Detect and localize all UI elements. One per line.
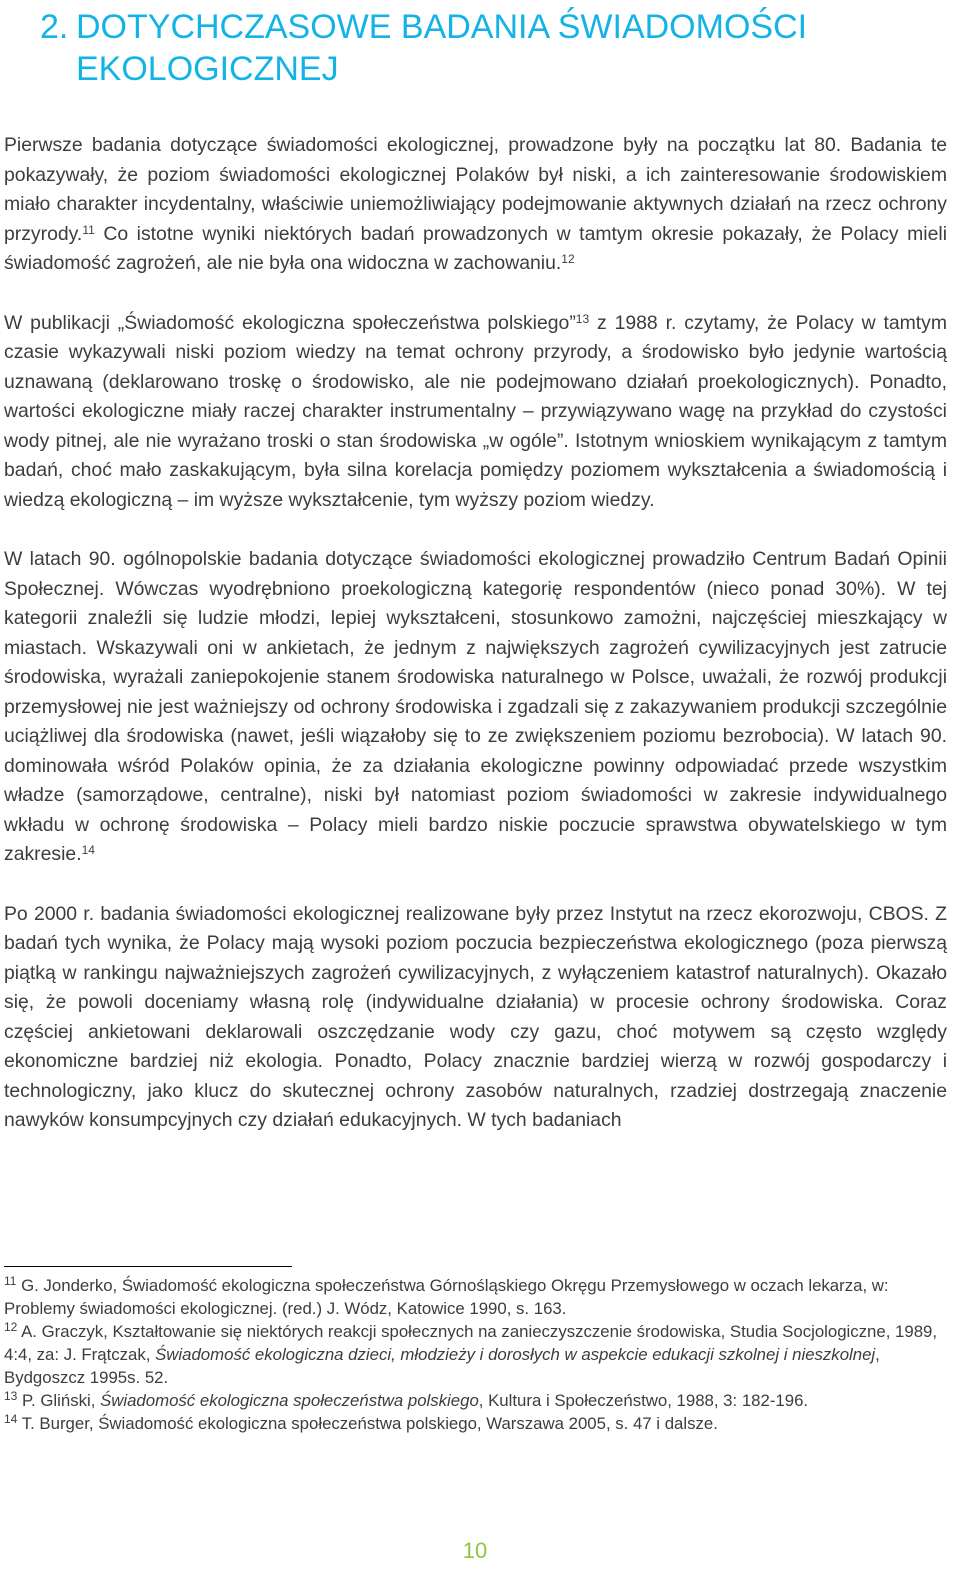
footnote-text: P. Gliński,: [17, 1391, 101, 1410]
footnote-mark: 13: [4, 1389, 18, 1403]
footnote-ref[interactable]: 12: [561, 252, 575, 266]
section-number: 2.: [40, 8, 69, 46]
footnote-mark: 14: [4, 1412, 18, 1426]
paragraph-3: [4, 545, 947, 870]
section-heading: [40, 6, 920, 90]
footnote-13: [4, 1389, 939, 1412]
paragraph-4: [4, 900, 947, 1136]
footnote-ref[interactable]: 13: [575, 311, 590, 326]
footnote-text: , Bydgoszcz 1995s. 52.: [4, 1345, 880, 1387]
paragraph-text: Pierwsze badania dotyczące świadomości ekologicznej, prowadzone były na początku lat 80. Badania te pokazywały, że poziom świadomości ekologicznej Polaków był niski, a ich zainteresowanie środowiskiem miało charakter incydentalny, właściwie uniemożliwiający podejmowanie aktywnych działań na rzecz ochrony przyrody.: [4, 134, 947, 245]
paragraph-text: W publikacji „Świadomość ekologiczna społeczeństwa polskiego”: [4, 311, 576, 334]
page-number: 10: [462, 1538, 488, 1563]
footnote-separator: [4, 1266, 292, 1267]
footnote-ref[interactable]: 11: [82, 222, 95, 237]
footnote-mark: 12: [4, 1320, 18, 1334]
footnote-12: [4, 1320, 939, 1389]
footnote-ref[interactable]: 14: [81, 843, 95, 857]
footnotes: [4, 1274, 939, 1435]
paragraph-text: Co istotne wyniki niektórych badań prowadzonych w tamtym okresie pokazały, że Polacy mieli świadomość zagrożeń, ale nie była ona widoczna w zachowaniu.: [4, 222, 947, 274]
paragraph-text: W latach 90. ogólnopolskie badania dotyczące świadomości ekologicznej prowadziło Centrum Badań Opinii Społecznej. Wówczas wyodrębniono proekologiczną kategorię respondentów (nieco ponad 30%). W tej kategorii znaleźli się ludzie młodzi, lepiej wykształceni, stosunkowo zamożni, najczęściej mieszkający w miastach. Wskazywali oni w ankietach, że jednym z największych zagrożeń cywilizacyjnych jest zatrucie środowiska, wyrażali zaniepokojenie stanem środowiska naturalnego w Polsce, uważali, że rozwój produkcji przemysłowej nie jest ważniejszy od ochrony środowiska i zgadzali się z zakazywaniem produkcji szczególnie uciążliwej dla środowiska (nawet, jeśli wiązałoby się to ze zwiększeniem poziomu bezrobocia). W latach 90. dominowała wśród Polaków opinia, że za działania ekologiczne powinny odpowiadać przede wszystkim władze (samorządowe, centralne), niski był natomiast poziom świadomości w zakresie indywidualnego wkładu w ochronę środowiska – Polacy mieli bardzo niskie poczucie sprawstwa obywatelskiego w tym zakresie.: [4, 548, 947, 865]
paragraph-2: [4, 309, 947, 516]
paragraph-1: [4, 131, 947, 279]
footnote-14: [4, 1412, 939, 1435]
section-title: DOTYCHCZASOWE BADANIA ŚWIADOMOŚCI EKOLOGICZNEJ: [76, 8, 808, 88]
footnote-text: , Kultura i Społeczeństwo, 1988, 3: 182-196.: [478, 1391, 809, 1410]
footnote-11: [4, 1274, 939, 1320]
footnote-italic-title: Świadomość ekologiczna dzieci, młodzieży i dorosłych w aspekcie edukacji szkolnej i nieszkolnej: [155, 1345, 876, 1364]
body-text: [4, 131, 947, 1166]
footnote-italic-title: Świadomość ekologiczna społeczeństwa polskiego: [100, 1391, 479, 1410]
footnote-text: A. Graczyk, Kształtowanie się niektórych reakcji społecznych na zanieczyszczenie środowiska, Studia Socjologiczne, 1989, 4:4, za: J. Frątczak,: [4, 1322, 938, 1364]
footnote-text: T. Burger, Świadomość ekologiczna społeczeństwa polskiego, Warszawa 2005, s. 47 i dalsze.: [17, 1414, 718, 1433]
footnote-text: G. Jonderko, Świadomość ekologiczna społeczeństwa Górnośląskiego Okręgu Przemysłowego w oczach lekarza, w: Problemy świadomości ekologicznej. (red.) J. Wódz, Katowice 1990, s. 163.: [4, 1276, 889, 1318]
paragraph-text: z 1988 r. czytamy, że Polacy w tamtym czasie wykazywali niski poziom wiedzy na temat ochrony przyrody, a środowisko było jedynie wartością uznawaną (deklarowano troskę o środowisko, ale nie podejmowano działań proekologicznych). Ponadto, wartości ekologiczne miały raczej charakter instrumentalny – przywiązywano wagę na przykład do czystości wody pitnej, ale nie wyrażano troski o stan środowiska „w ogóle”. Istotnym wnioskiem wynikającym z tamtym badań, choć mało zaskakującym, była silna korelacja pomiędzy poziomem wykształcenia a świadomością i wiedzą ekologiczną – im wyższe wykształcenie, tym wyższy poziom wiedzy.: [4, 311, 948, 511]
footnote-mark: 11: [4, 1274, 17, 1288]
paragraph-text: Po 2000 r. badania świadomości ekologicznej realizowane były przez Instytut na rzecz ekorozwoju, CBOS. Z badań tych wynika, że Polacy mają wysoki poziom poczucia bezpieczeństwa ekologicznego (poza pierwszą piątką w rankingu najważniejszych zagrożeń cywilizacyjnych, z wyłączeniem katastrof naturalnych). Okazało się, że powoli doceniamy własną rolę (indywidualne działania) w procesie ochrony środowiska. Coraz częściej ankietowani deklarowali oszczędzanie wody czy gazu, choć motywem są często względy ekonomiczne bardziej niż ekologia. Ponadto, Polacy znacznie bardziej wierzą w rozwój gospodarczy i technologiczny, jako klucz do skutecznej ochrony zasobów naturalnych, rzadziej dostrzegają znaczenie nawyków konsumpcyjnych czy działań edukacyjnych. W tych badaniach: [4, 902, 947, 1131]
